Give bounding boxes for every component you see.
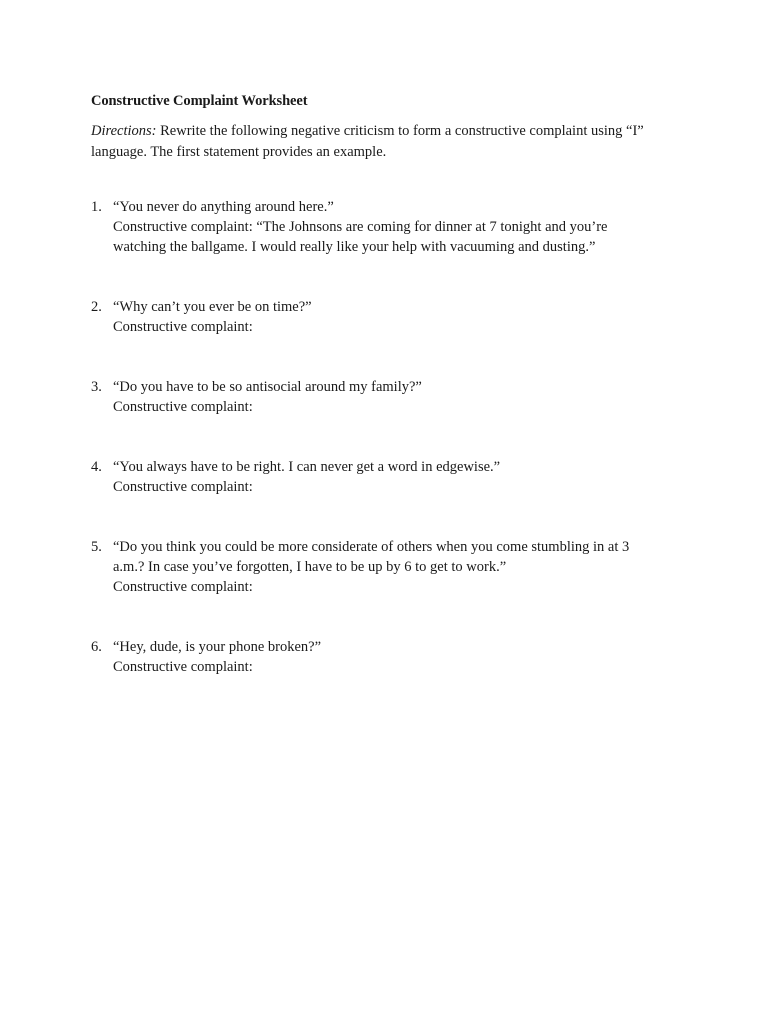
constructive-complaint-label: Constructive complaint:	[113, 479, 253, 495]
list-item	[91, 297, 691, 337]
item-statement: “Do you have to be so antisocial around my family?”	[113, 379, 422, 395]
item-number: 2.	[91, 299, 102, 315]
list-item	[91, 377, 691, 417]
constructive-complaint-line: Constructive complaint: “The Johnsons are coming for dinner at 7 tonight and you’re	[113, 219, 608, 235]
constructive-complaint-label: Constructive complaint:	[113, 399, 253, 415]
list-item	[91, 197, 691, 257]
item-statement: “Do you think you could be more considerate of others when you come stumbling in at 3	[113, 539, 630, 555]
item-statement-continued: a.m.? In case you’ve forgotten, I have to be up by 6 to get to work.”	[113, 559, 507, 575]
item-body	[113, 197, 669, 257]
directions-paragraph	[91, 121, 681, 163]
constructive-complaint-label: Constructive complaint:	[113, 319, 253, 335]
item-statement: “Why can’t you ever be on time?”	[113, 299, 312, 315]
constructive-complaint-label: Constructive complaint:	[113, 579, 253, 595]
item-body	[113, 377, 669, 417]
item-number: 5.	[91, 539, 102, 555]
item-statement: “Hey, dude, is your phone broken?”	[113, 639, 322, 655]
list-item	[91, 457, 691, 497]
item-number: 3.	[91, 379, 102, 395]
directions-text: Rewrite the following negative criticism to form a constructive complaint using “I” language. The first statement provides an example.	[91, 123, 644, 160]
item-statement: “You always have to be right. I can never get a word in edgewise.”	[113, 459, 501, 475]
item-body	[113, 297, 669, 337]
constructive-complaint-line: watching the ballgame. I would really like your help with vacuuming and dusting.”	[113, 239, 596, 255]
item-body	[113, 457, 669, 497]
item-body	[113, 637, 669, 677]
list-item	[91, 537, 691, 597]
item-body	[113, 537, 669, 597]
worksheet-title: Constructive Complaint Worksheet	[91, 93, 308, 109]
constructive-complaint-label: Constructive complaint:	[113, 659, 253, 675]
item-number: 1.	[91, 199, 102, 215]
item-number: 6.	[91, 639, 102, 655]
list-item	[91, 637, 691, 677]
item-number: 4.	[91, 459, 102, 475]
item-statement: “You never do anything around here.”	[113, 199, 334, 215]
directions-label: Directions:	[91, 123, 157, 139]
